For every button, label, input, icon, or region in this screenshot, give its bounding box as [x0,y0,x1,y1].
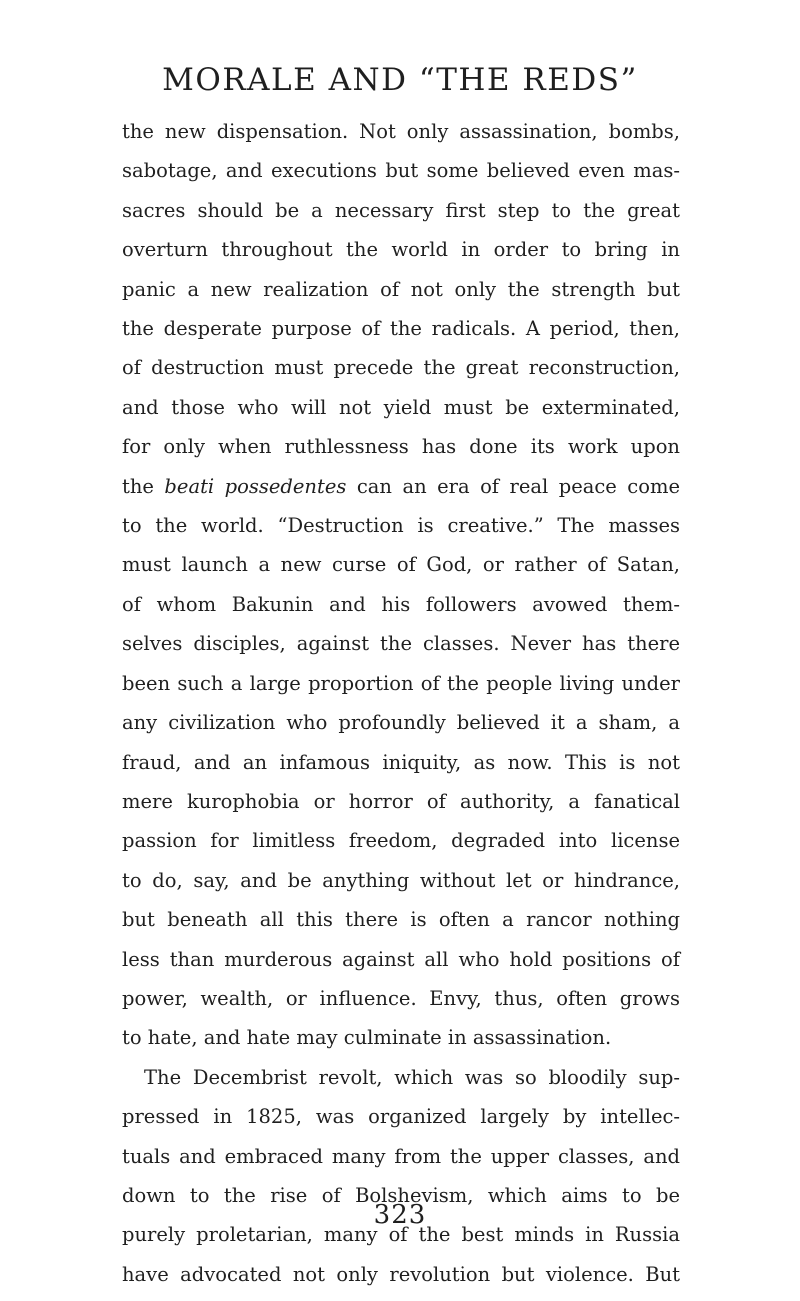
text-line: of whom Bakunin and his followers avowed them- [122,592,680,616]
text-line: for only when ruthlessness has done its work upon [122,435,680,459]
text-line: to hate, and hate may culminate in assassination. [122,1026,612,1050]
text-line: the new dispensation. Not only assassination, bombs, [122,120,680,143]
text-line: passion for limitless freedom, degraded into license [122,829,680,853]
paragraph-2 [122,1058,680,1294]
text-line: tuals and embraced many from the upper classes, and [122,1144,680,1168]
text-line: must launch a new curse of God, or rather of Satan, [122,553,680,577]
text-line: the desperate purpose of the radicals. A period, then, [122,317,680,341]
text-line: pressed in 1825, was organized largely by intellec- [122,1105,680,1129]
paragraph-1 [122,112,680,1058]
text-fragment: the [122,474,165,498]
text-line: been such a large proportion of the people living under [122,671,680,695]
text-line: less than murderous against all who hold positions of [122,947,680,971]
text-line: any civilization who profoundly believed it a sham, a [122,711,680,735]
running-head: MORALE AND “THE REDS” [162,62,638,98]
text-line-with-italic [122,467,680,506]
text-line: purely proletarian, many of the best minds in Russia [122,1223,680,1247]
text-line: to the world. “Destruction is creative.” The masses [122,514,680,538]
text-line: and those who will not yield must be exterminated, [122,395,680,419]
body-text [122,112,680,1294]
text-line: to do, say, and be anything without let or hindrance, [122,868,680,892]
text-fragment: can an era of real peace come [346,474,680,498]
text-line: have advocated not only revolution but violence. But [122,1262,680,1286]
text-line: The Decembrist revolt, which was so bloodily sup- [144,1065,680,1089]
text-line: sacres should be a necessary first step to the great [122,198,680,222]
text-line: sabotage, and executions but some believed even mas- [122,159,680,183]
text-line: fraud, and an infamous iniquity, as now. This is not [122,750,680,774]
italic-phrase: beati possedentes [164,474,347,498]
text-line: panic a new realization of not only the strength but [122,277,680,301]
text-line: down to the rise of Bolshevism, which aims to be [122,1183,680,1207]
text-line: overturn throughout the world in order to bring in [122,238,680,262]
page-number: 323 [373,1200,427,1230]
text-line: selves disciples, against the classes. Never has there [122,632,680,656]
text-line: power, wealth, or influence. Envy, thus, often grows [122,986,680,1010]
text-line: but beneath all this there is often a rancor nothing [122,908,680,932]
text-line: mere kurophobia or horror of authority, a fanatical [122,789,680,813]
text-line: of destruction must precede the great reconstruction, [122,356,680,380]
